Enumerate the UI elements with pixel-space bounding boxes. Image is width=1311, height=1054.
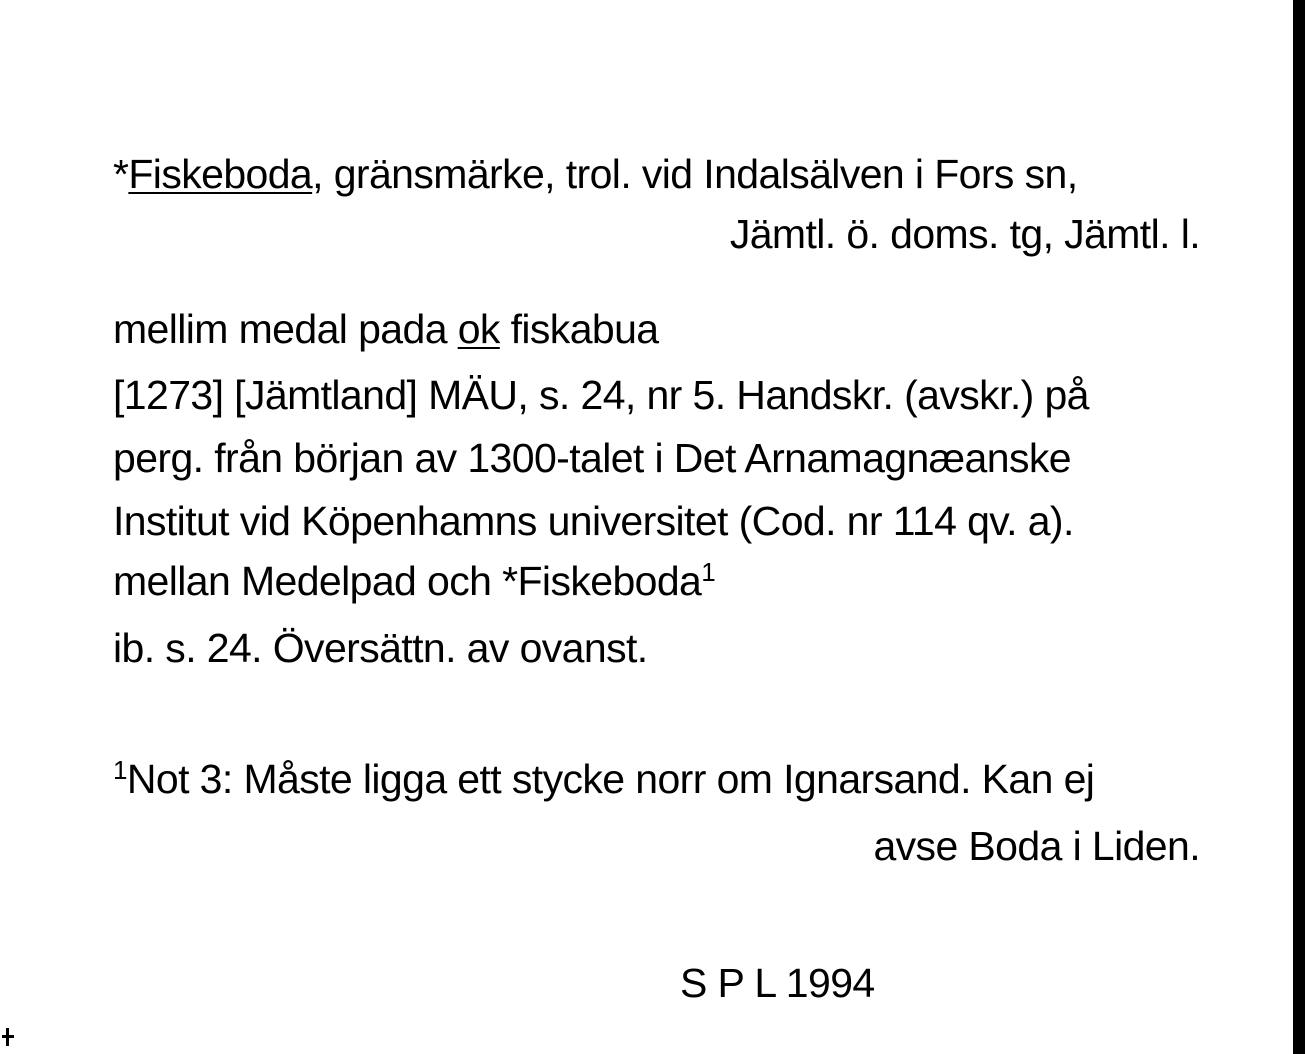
heading-location: [500, 210, 1200, 258]
footnote-text-1: Not 3: Måste ligga ett stycke norr om Ignarsand. Kan ej: [126, 756, 1095, 802]
source-translation: ib. s. 24. Översättn. av ovanst.: [113, 625, 648, 671]
footnote-text-2: avse Boda i Liden.: [873, 823, 1200, 869]
card-edge-line: [1293, 0, 1305, 1054]
heading-description: , gränsmärke, trol. vid Indalsälven i Fors sn,: [312, 151, 1078, 197]
heading-location-text: Jämtl. ö. doms. tg, Jämtl. l.: [729, 211, 1200, 257]
crosshair-mark-icon: [0, 1026, 14, 1046]
heading-line: [113, 150, 1078, 198]
heading-place-name: Fiskeboda: [128, 151, 313, 197]
source-line-3: Institut vid Köpenhamns universitet (Cod. nr 114 qv. a).: [113, 498, 1074, 544]
source-line-1: [1273] [Jämtland] MÄU, s. 24, nr 5. Handskr. (avskr.) på: [113, 372, 1089, 418]
quote-original-after: fiskabua: [499, 306, 659, 352]
quote-original-before: mellim medal pada: [113, 306, 458, 352]
quote-translation: [113, 557, 715, 605]
footnote-reference: 1: [701, 557, 716, 587]
quote-translation-text: mellan Medelpad och *Fiskeboda: [113, 558, 702, 604]
quote-original: [113, 305, 659, 353]
heading-marker: *: [113, 151, 129, 197]
footnote-line-1: [113, 755, 1094, 803]
source-line-2: perg. från början av 1300-talet i Det Arnamagnæanske: [113, 435, 1071, 481]
quote-original-underlined: ok: [457, 306, 500, 352]
footnote-marker: 1: [113, 755, 127, 785]
signature: S P L 1994: [680, 960, 875, 1006]
footnote-line-2: [500, 822, 1200, 870]
